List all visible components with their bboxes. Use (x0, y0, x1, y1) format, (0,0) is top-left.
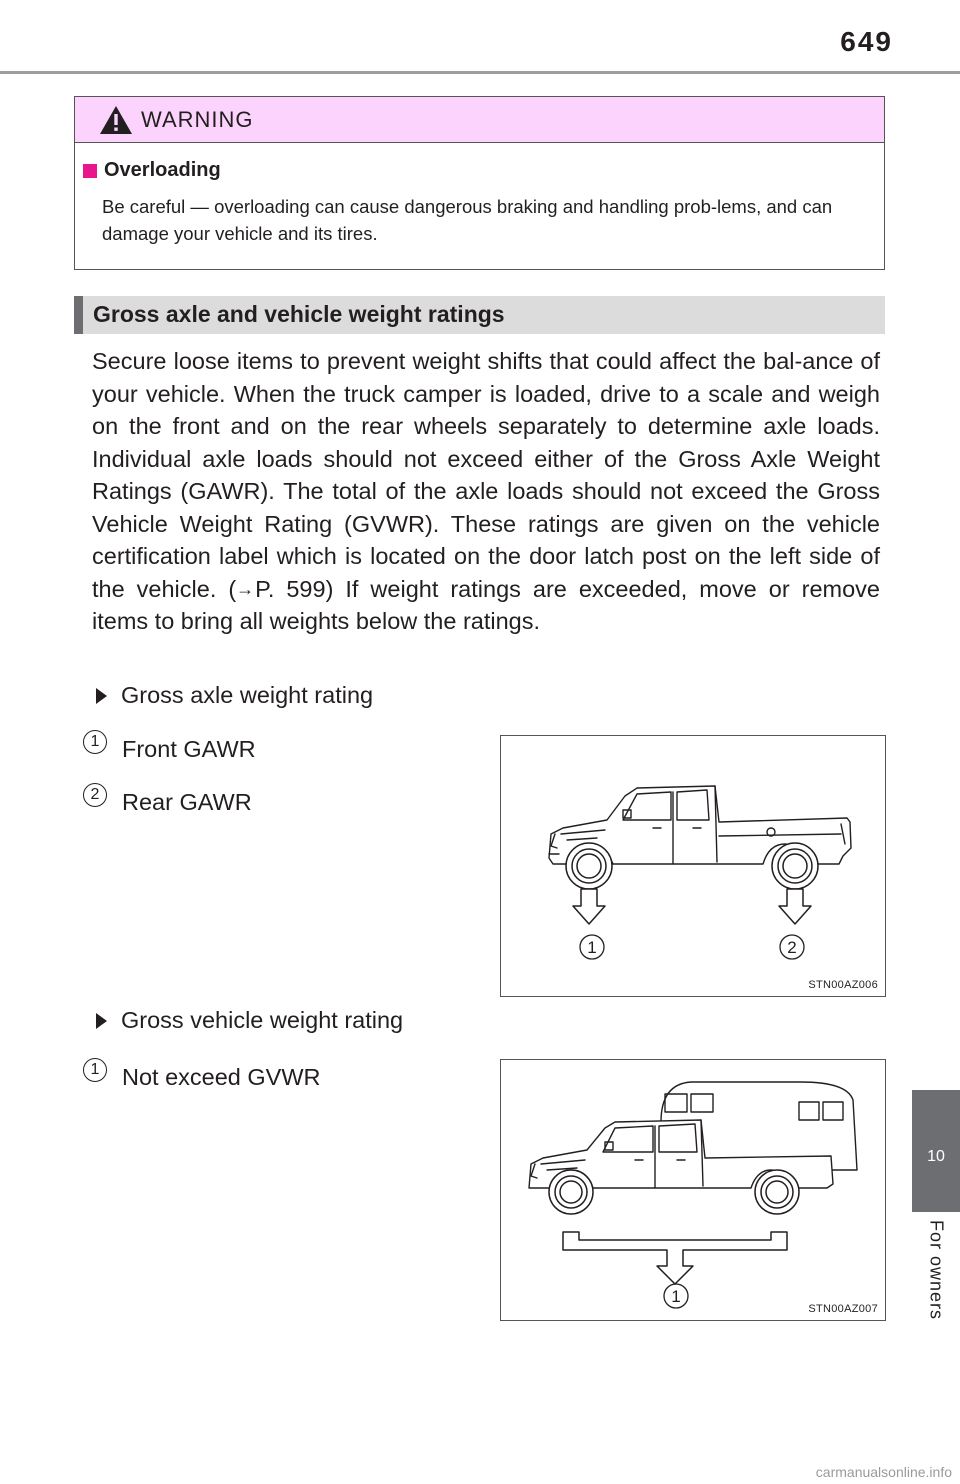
square-bullet-icon (83, 164, 97, 178)
section-title: Gross axle and vehicle weight ratings (93, 301, 505, 327)
warning-title: WARNING (141, 107, 254, 132)
page-number: 649 (840, 26, 893, 57)
figure-callout-1: 1 (587, 938, 597, 957)
combined-weight-arrow-icon (563, 1232, 787, 1284)
rear-axle-arrow-icon (779, 889, 811, 924)
callout-number: 1 (83, 730, 107, 754)
triangle-bullet-icon (96, 688, 107, 704)
page-reference-link[interactable]: P. 599 (255, 575, 326, 602)
watermark: carmanualsonline.info (815, 1464, 952, 1480)
pickup-truck-illustration (501, 736, 885, 996)
callout-label: Not exceed GVWR (122, 1064, 321, 1090)
figure-callout-1: 1 (671, 1287, 681, 1306)
warning-triangle-icon (99, 105, 133, 135)
chapter-tab-label: For owners (926, 1219, 947, 1321)
page-ref-arrow-icon: → (236, 578, 255, 599)
callout-item-rear-gawr (83, 785, 252, 816)
callout-number: 2 (83, 783, 107, 807)
figure-code: STN00AZ007 (808, 1303, 878, 1315)
front-axle-arrow-icon (573, 889, 605, 924)
vehicle-weight-figure (500, 1059, 886, 1321)
axle-heading-text: Gross axle weight rating (121, 682, 374, 708)
vehicle-heading (96, 1007, 403, 1034)
callout-label: Rear GAWR (122, 789, 252, 815)
warning-subheading (83, 159, 221, 182)
header-rule (0, 71, 960, 74)
warning-header (75, 97, 884, 143)
section-header (74, 296, 885, 334)
axle-weight-figure (500, 735, 886, 997)
body-paragraph (92, 345, 880, 638)
axle-heading (96, 682, 373, 709)
callout-label: Front GAWR (122, 736, 256, 762)
warning-subheading-text: Overloading (104, 159, 221, 181)
paragraph-part-2: ) If weight ratings are exceeded, move or remove items to bring all weights below the ratings. (92, 575, 881, 634)
callout-number: 1 (83, 1058, 107, 1082)
figure-callout-2: 2 (787, 938, 797, 957)
triangle-bullet-icon (96, 1013, 107, 1029)
paragraph-part-1: Secure loose items to prevent weight shifts that could affect the bal-ance of your vehicle. When the truck camper is loaded, drive to a scale and weigh on the front and on the rear wheels separately to determine axle loads. Individual axle loads should not exceed either of the Gross Axle Weight Ratings (GAWR). The total of the axle loads should not exceed the Gross Vehicle Weight Rating (GVWR). These ratings are given on the vehicle certification label which is located on the door latch post on the left side of the vehicle. ( (92, 348, 880, 602)
warning-body: Be careful — overloading can cause dangerous braking and handling prob-lems, and can damage your vehicle and its tires. (102, 196, 833, 244)
warning-box (74, 96, 885, 270)
figure-code: STN00AZ006 (808, 979, 878, 991)
vehicle-heading-text: Gross vehicle weight rating (121, 1007, 404, 1033)
chapter-tab-number: 10 (927, 1148, 945, 1165)
truck-camper-illustration (501, 1060, 885, 1320)
callout-item-gvwr (83, 1060, 321, 1091)
callout-item-front-gawr (83, 732, 256, 763)
